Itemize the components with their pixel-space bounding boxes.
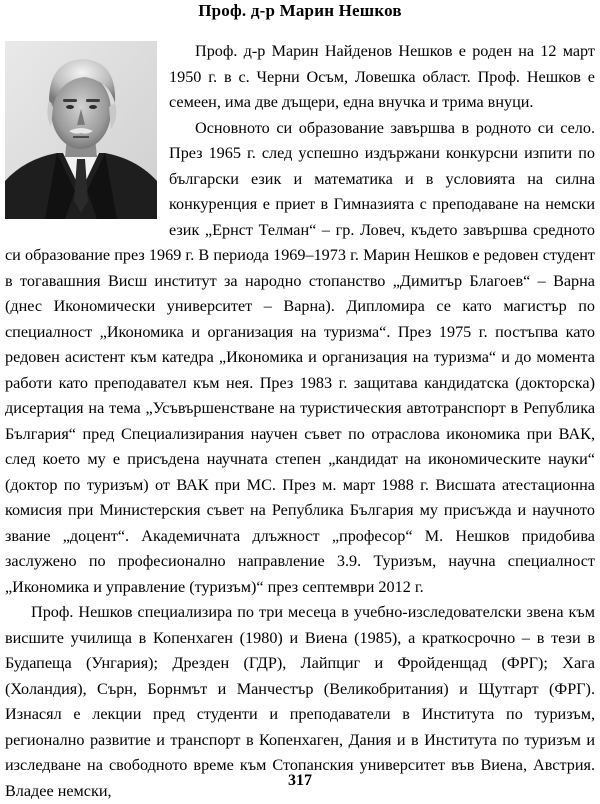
- paragraph-2: Основното си образование завършва в родното си село. През 1965 г. след успешно издържани конкурсни изпити по български език и математика и в условията на силна конкуренция е приет в Гимназията с преподаване на немски език „Ернст Телман“ – гр. Ловеч, където завършва средното си образование през 1969 г. В периода 1969–1973 г. Марин Нешков е редовен студент в тогавашния Висш институт за народно стопанство „Димитър Благоев“ – Варна (днес Икономически университет – Варна). Дипломира се като магистър по специалност „Икономика и организация на туризма“. През 1975 г. постъпва като редовен асистент към катедра „Икономика и организация на туризма“ и до момента работи като преподавател към нея. През 1983 г. защитава кандидатска (докторска) дисертация на тема „Усъвършенстване на туристическия автотранспорт в Република България“ пред Специализирания научен съвет по отраслова икономика при ВАК, след което му е присъдена научната степен „кандидат на икономическите науки“ (доктор по туризъм) от ВАК при МС. През м. март 1988 г. Висшата атестационна комисия при Министерския съвет на Република България му присъжда и научното звание „доцент“. Академичната длъжност „професор“ М. Нешков придобива заслужено по професионално направление 3.9. Туризъм, научна специалност „Икономика и управление (туризъм)“ през септември 2012 г.: [5, 118, 595, 596]
- portrait-photo: [5, 41, 157, 219]
- paragraph-3: Проф. Нешков специализира по три месеца в учебно-изследователски звена към висшите училища в Копенхаген (1980) и Виена (1985), а краткосрочно – в тези в Будапеща (Унгария); Дрезден (ГДР), Лайпциг и Фройденщад (ФРГ); Хага (Холандия), Сърн, Борнмът и Манчестър (Великобритания) и Щутгарт (ФРГ). Изнасял е лекции пред студенти и преподаватели в Института по туризъм, регионално развитие и транспорт в Копенхаген, Дания и в Института по туризъм и изследване на свободното време към Стопанския университет във Виена, Австрия. Владее немски,: [5, 603, 595, 800]
- page-title: Проф. д-р Марин Нешков: [198, 1, 402, 20]
- page-number: 317: [288, 772, 312, 789]
- document-body: [5, 24, 595, 804]
- portrait-image: [5, 41, 157, 219]
- paragraph-1: Проф. д-р Марин Найденов Нешков е роден на 12 март 1950 г. в с. Черни Осъм, Ловешка област. Проф. Нешков е семеен, има две дъщери, една внучка и трима внуци.: [169, 42, 595, 111]
